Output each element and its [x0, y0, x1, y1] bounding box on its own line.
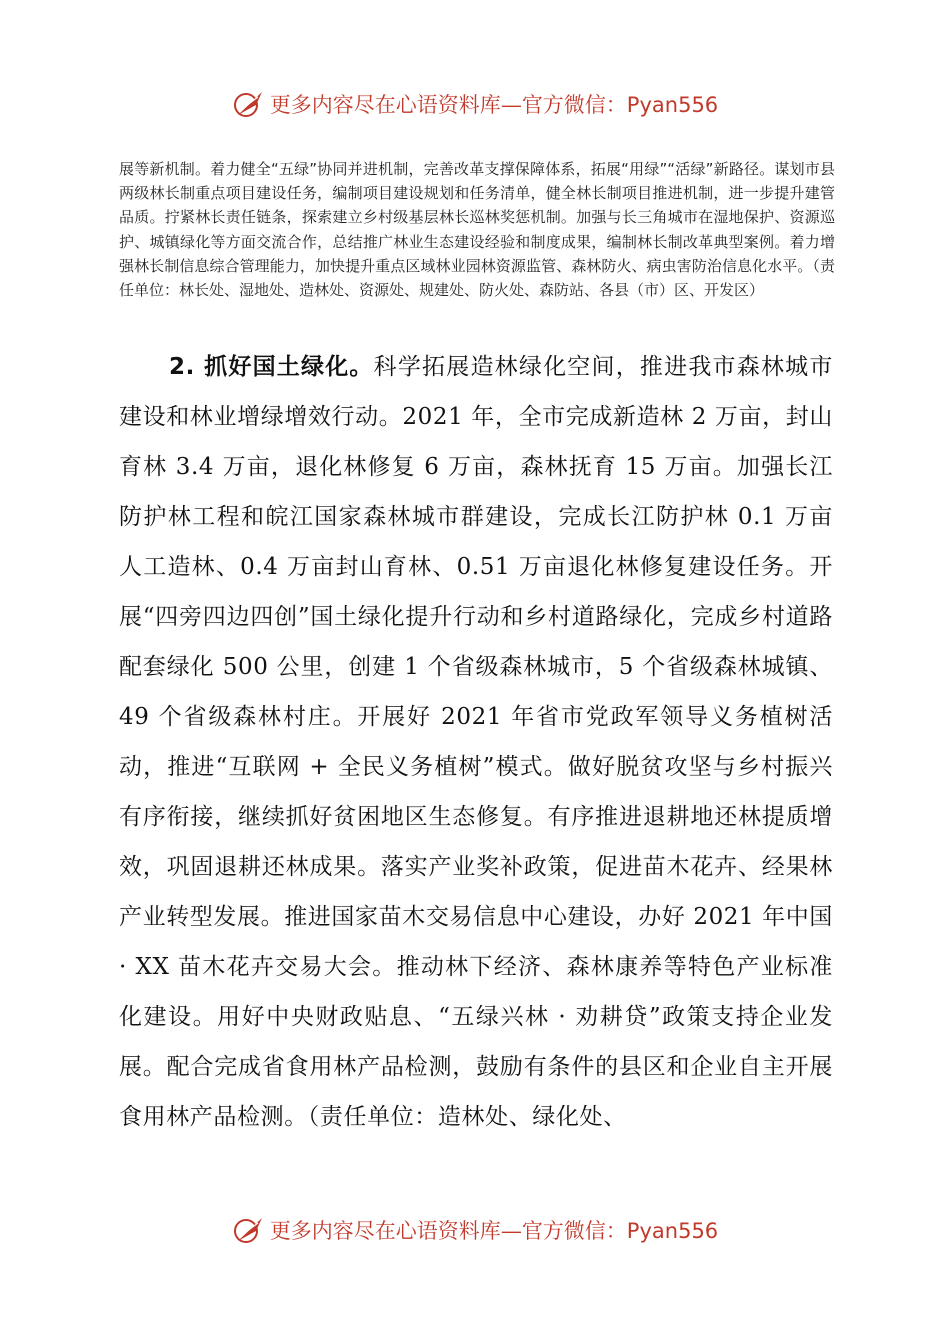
section-2-paragraph	[119, 342, 833, 1142]
section-2-heading: 2. 抓好国土绿化。	[169, 354, 374, 380]
feather-logo-icon	[232, 1215, 266, 1245]
banner-text: 更多内容尽在心语资料库—官方微信：Pyan556	[269, 93, 719, 117]
banner-text: 更多内容尽在心语资料库—官方微信：Pyan556	[269, 1219, 719, 1243]
section-2-body: 科学拓展造林绿化空间，推进我市森林城市建设和林业增绿增效行动。2021 年，全市完成新造林 2 万亩，封山育林 3.4 万亩，退化林修复 6 万亩，森林抚育 15 万亩。加强长江防护林工程和皖江国家森林城市群建设，完成长江防护林 0.1 万亩人工造林、0.4 万亩封山育林、0.51 万亩退化林修复建设任务。开展“四旁四边四创”国土绿化提升行动和乡村道路绿化，完成乡村道路配套绿化 500 公里，创建 1 个省级森林城市，5 个省级森林城镇、49 个省级森林村庄。开展好 2021 年省市党政军领导义务植树活动，推进“互联网 + 全民义务植树”模式。做好脱贫攻坚与乡村振兴有序衔接，继续抓好贫困地区生态修复。有序推进退耕地还林提质增效，巩固退耕还林成果。落实产业奖补政策，促进苗木花卉、经果林产业转型发展。推进国家苗木交易信息中心建设，办好 2021 年中国 · XX 苗木花卉交易大会。推动林下经济、森林康养等特色产业标准化建设。用好中央财政贴息、“五绿兴林 · 劝耕贷”政策支持企业发展。配合完成省食用林产品检测，鼓励有条件的县区和企业自主开展食用林产品检测。（责任单位：造林处、绿化处、	[119, 354, 833, 1130]
continuation-paragraph: 展等新机制。着力健全“五绿”协同并进机制，完善改革支撑保障体系，拓展“用绿”“活绿”新路径。谋划市县两级林长制重点项目建设任务，编制项目建设规划和任务清单，健全林长制项目推进机制，进一步提升建管品质。拧紧林长责任链条，探索建立乡村级基层林长巡林奖惩机制。加强与长三角城市在湿地保护、资源巡护、城镇绿化等方面交流合作，总结推广林业生态建设经验和制度成果，编制林长制改革典型案例。着力增强林长制信息综合管理能力，加快提升重点区域林业园林资源监管、森林防火、病虫害防治信息化水平。（责任单位：林长处、湿地处、造林处、资源处、规建处、防火处、森防站、各县（市）区、开发区）	[119, 160, 835, 300]
feather-logo-icon	[232, 89, 266, 119]
header-watermark-banner	[0, 84, 950, 124]
footer-watermark-banner	[0, 1210, 950, 1250]
